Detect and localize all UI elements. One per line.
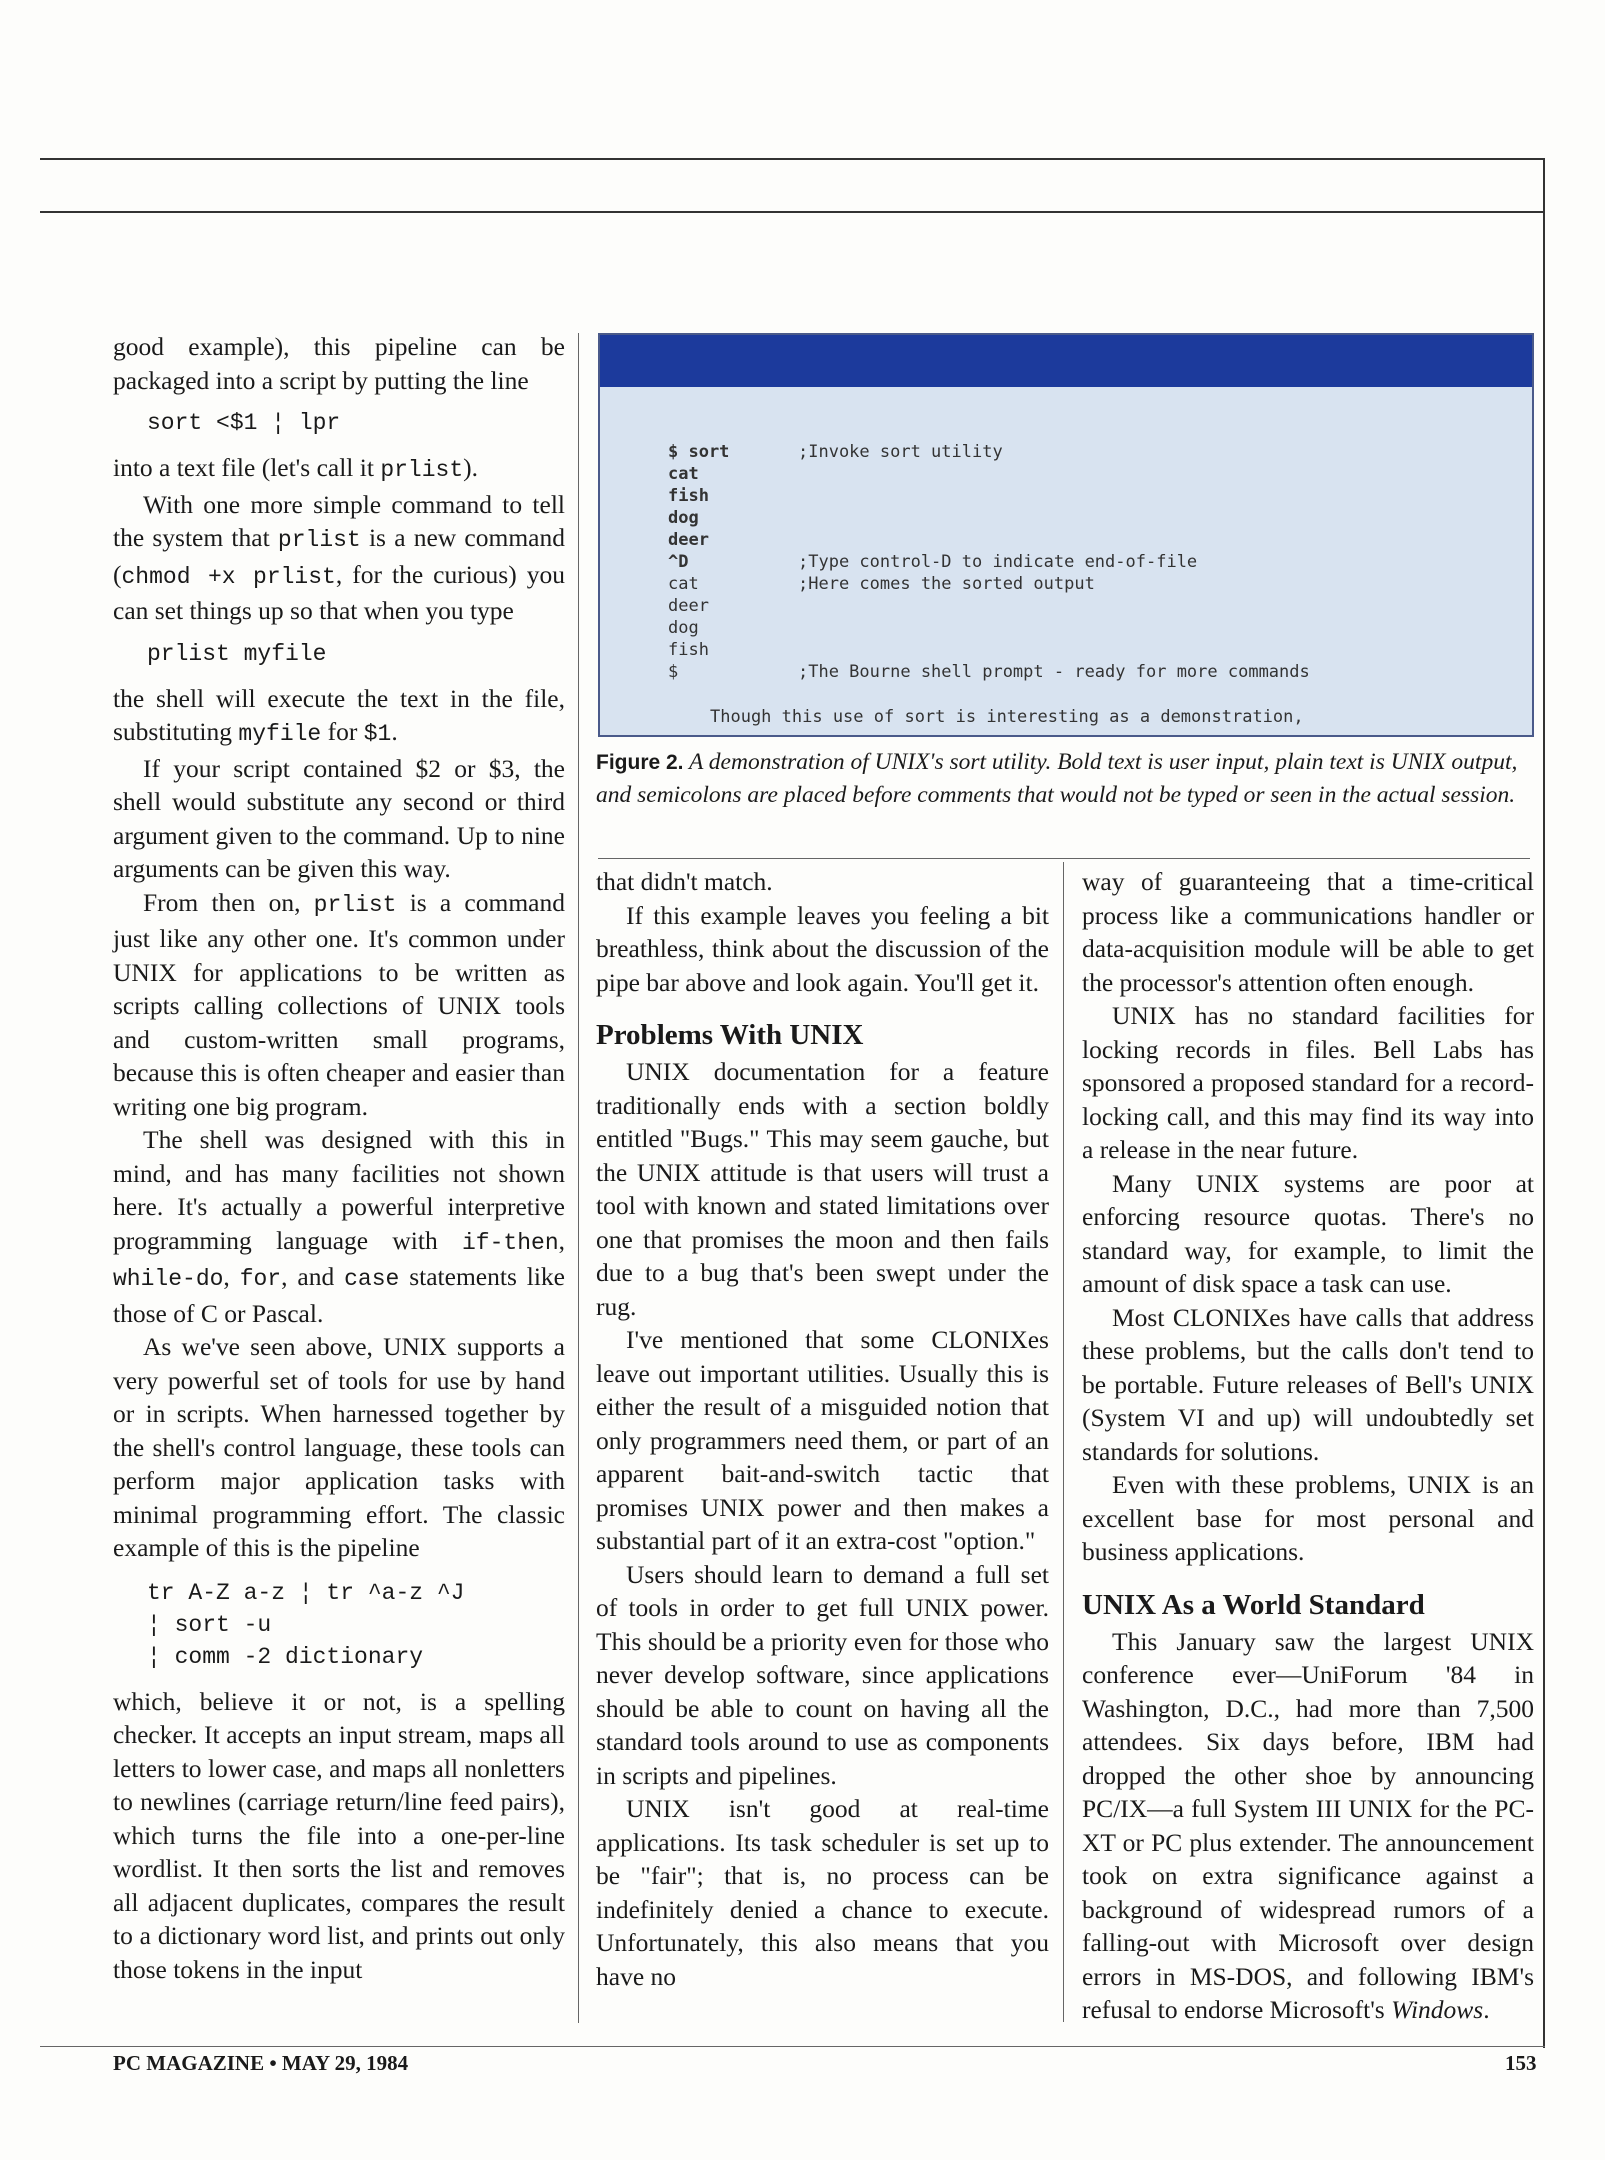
terminal-text: $ xyxy=(668,662,679,682)
inline-code: for xyxy=(239,1266,282,1292)
column-2 xyxy=(596,865,1049,1993)
paragraph: Even with these problems, UNIX is an excellent base for most personal and business applications. xyxy=(1082,1470,1534,1566)
inline-code: chmod +x prlist xyxy=(121,563,336,590)
terminal-line xyxy=(668,441,1003,463)
paragraph: UNIX isn't good at real-time applications. Its task scheduler is set up to be "fair"; that is, no process can be indefinitely denied a chance to execute. Unfortunately, this also means that you have no xyxy=(596,1794,1049,1991)
paragraph xyxy=(113,1123,565,1330)
paragraph: good example), this pipeline can be packaged into a script by putting the line xyxy=(113,332,565,395)
column-rule-2 xyxy=(1063,862,1064,2022)
terminal-comment: ;Type control-D to indicate end-of-file xyxy=(798,552,1198,572)
inline-code: myfile xyxy=(238,721,322,747)
terminal-comment: ;Invoke sort utility xyxy=(798,442,1003,462)
caption-label: Figure 2. xyxy=(596,751,684,774)
paragraph xyxy=(1082,1625,1534,2027)
terminal-text: deer xyxy=(668,596,709,616)
paragraph xyxy=(113,682,565,752)
header-rule-right xyxy=(1543,158,1545,2048)
inline-code: while-do xyxy=(113,1266,224,1292)
paragraph: Most CLONIXes have calls that address these problems, but the calls don't tend to be portable. Future releases of Bell's UNIX (System VI and up) will undoubtedly set standards for solutions. xyxy=(1082,1302,1534,1466)
code-line: sort <$1 ¦ lpr xyxy=(147,410,341,436)
paragraph xyxy=(113,886,565,1124)
terminal-session xyxy=(668,441,1310,683)
terminal-line xyxy=(668,595,729,617)
inline-code: case xyxy=(344,1266,400,1292)
terminal-text: cat xyxy=(668,574,699,594)
paragraph xyxy=(113,488,565,628)
code-line: tr A-Z a-z ¦ tr ^a-z ^J xyxy=(147,1579,465,1606)
text: . xyxy=(1483,1995,1490,2024)
page-number: 153 xyxy=(1505,2051,1537,2075)
footer-rule xyxy=(40,2046,1545,2047)
text: The shell was designed with this in mind, and has many facilities not shown here. It's actually a powerful interpretive programming language with xyxy=(113,1125,565,1255)
text: . xyxy=(391,717,398,746)
terminal-text: cat xyxy=(668,464,699,484)
column-3 xyxy=(1082,865,1534,2027)
terminal-comment: ;Here comes the sorted output xyxy=(798,574,1095,594)
text: into a text file (let's call it xyxy=(113,453,381,482)
paragraph: Users should learn to demand a full set of tools in order to get full UNIX power. This should be a priority even for those who never develop software, since applications should be able to count on having all the standard tools around to use as components in scripts and pipelines. xyxy=(596,1559,1049,1790)
code-block xyxy=(113,1577,565,1673)
header-rule-bottom xyxy=(40,211,1545,213)
text: This January saw the largest UNIX conference ever—UniForum '84 in Washington, D.C., had more than 7,500 attendees. Six days before, IBM had dropped the other shoe by announcing PC/IX—a full System III UNIX for the PC-XT or PC plus extender. The announcement took on extra significance against a background of widespread rumors of a falling-out with Microsoft over design errors in MS-DOS, and following IBM's refusal to endorse Microsoft's xyxy=(1082,1626,1534,2024)
terminal-text: dog xyxy=(668,618,699,638)
caption-rule xyxy=(598,858,1530,859)
code-line: ¦ sort -u xyxy=(147,1611,272,1638)
text: , xyxy=(223,1262,240,1291)
text: ). xyxy=(463,453,479,482)
paragraph: As we've seen above, UNIX supports a very powerful set of tools for use by hand or in scripts. When harnessed together by the shell's control language, these tools can perform major application tasks with minimal programming effort. The classic example of this is the pipeline xyxy=(113,1332,565,1562)
text: for xyxy=(321,717,364,746)
terminal-text: $ sort xyxy=(668,442,730,462)
inline-code: prlist xyxy=(313,891,397,918)
paragraph: way of guaranteeing that a time-critical process like a communications handler or data-acquisition module will be able to get the processor's attention often enough. xyxy=(1082,867,1534,997)
caption-text: A demonstration of UNIX's sort utility. Bold text is user input, plain text is UNIX output, and semicolons are placed before comments that would not be typed or seen in the actual session. xyxy=(596,749,1518,808)
text: statements like those of C or Pascal. xyxy=(113,1262,565,1328)
text: , and xyxy=(281,1262,345,1291)
paragraph: that didn't match. xyxy=(596,867,773,896)
text: From then on, xyxy=(143,887,314,917)
inline-code: $1 xyxy=(363,721,392,747)
terminal-line xyxy=(668,529,729,551)
terminal-line xyxy=(668,573,1095,595)
section-heading: UNIX As a World Standard xyxy=(1082,1588,1425,1621)
paragraph: UNIX documentation for a feature traditionally ends with a section boldly entitled "Bugs." This may seem gauche, but the UNIX attitude is that users will trust a tool with known and stated limitations over one that promises the moon and then fails due to a bug that's been swept under the rug. xyxy=(596,1057,1049,1321)
terminal-comment: ;The Bourne shell prompt - ready for more commands xyxy=(798,662,1310,682)
header-rule-top xyxy=(40,158,1545,160)
terminal-line xyxy=(668,639,729,661)
figure-2-terminal xyxy=(598,333,1534,737)
column-1 xyxy=(113,330,565,1986)
inline-code: prlist xyxy=(277,527,361,553)
text: , xyxy=(558,1225,565,1255)
text: the shell will execute the text in the file, substituting xyxy=(113,683,565,746)
inline-code: if-then xyxy=(462,1229,559,1256)
paragraph: which, believe it or not, is a spelling checker. It accepts an input stream, maps all letters to lower case, and maps all nonletters to newlines (carriage return/line feed pairs), which turns the file into a one-per-line wordlist. It then sorts the list and removes all adjacent duplicates, compares the result to a dictionary word list, and prints out only those tokens in the input xyxy=(113,1686,565,1984)
text: , for the curious) you can set things up so that when you type xyxy=(113,559,565,625)
paragraph: If your script contained $2 or $3, the shell would substitute any second or third argument given to the command. Up to nine arguments can be given this way. xyxy=(113,753,565,883)
code-line: prlist myfile xyxy=(147,640,327,667)
terminal-text: fish xyxy=(668,640,709,660)
paragraph: I've mentioned that some CLONIXes leave out important utilities. Usually this is either the result of a misguided notion that only programmers need them, or part of an apparent bait-and-switch tactic that promises UNIX power and then makes a substantial part of it an extra-cost "option." xyxy=(596,1325,1049,1555)
emphasis: Windows xyxy=(1391,1995,1484,2024)
terminal-text: fish xyxy=(668,486,709,506)
terminal-line xyxy=(668,617,729,639)
section-heading: Problems With UNIX xyxy=(596,1019,864,1051)
inline-code: prlist xyxy=(380,457,464,483)
text: is a new command ( xyxy=(113,523,565,589)
terminal-title-bar xyxy=(600,335,1532,387)
paragraph: If this example leaves you feeling a bit breathless, think about the discussion of the pipe bar above and look again. You'll get it. xyxy=(596,900,1049,997)
paragraph: UNIX has no standard facilities for locking records in files. Bell Labs has sponsored a proposed standard for a record-locking call, and this may find its way into a release in the near future. xyxy=(1082,1001,1534,1164)
terminal-line xyxy=(668,661,1310,683)
footer-publication: PC MAGAZINE • MAY 29, 1984 xyxy=(113,2051,409,2075)
terminal-overflow-line: Though this use of sort is interesting as a demonstration, xyxy=(710,707,1304,727)
text: With one more simple command to tell the system that xyxy=(113,489,565,552)
terminal-line xyxy=(668,485,729,507)
column-rule-1 xyxy=(578,333,579,2023)
paragraph: Many UNIX systems are poor at enforcing resource quotas. There's no standard way, for example, to limit the amount of disk space a task can use. xyxy=(1082,1168,1534,1298)
terminal-line xyxy=(668,463,729,485)
terminal-line xyxy=(668,507,729,529)
text: is a command just like any other one. It's common under UNIX for applications to be written as scripts calling collections of UNIX tools and custom-written small programs, because this is often cheaper and easier than writing one big program. xyxy=(113,887,565,1121)
code-line: ¦ comm -2 dictionary xyxy=(147,1643,424,1670)
terminal-text: ^D xyxy=(668,552,689,572)
figure-caption xyxy=(596,746,1532,811)
terminal-line xyxy=(668,551,1198,573)
terminal-text: dog xyxy=(668,508,699,528)
paragraph xyxy=(113,451,565,488)
terminal-text: deer xyxy=(668,530,709,550)
